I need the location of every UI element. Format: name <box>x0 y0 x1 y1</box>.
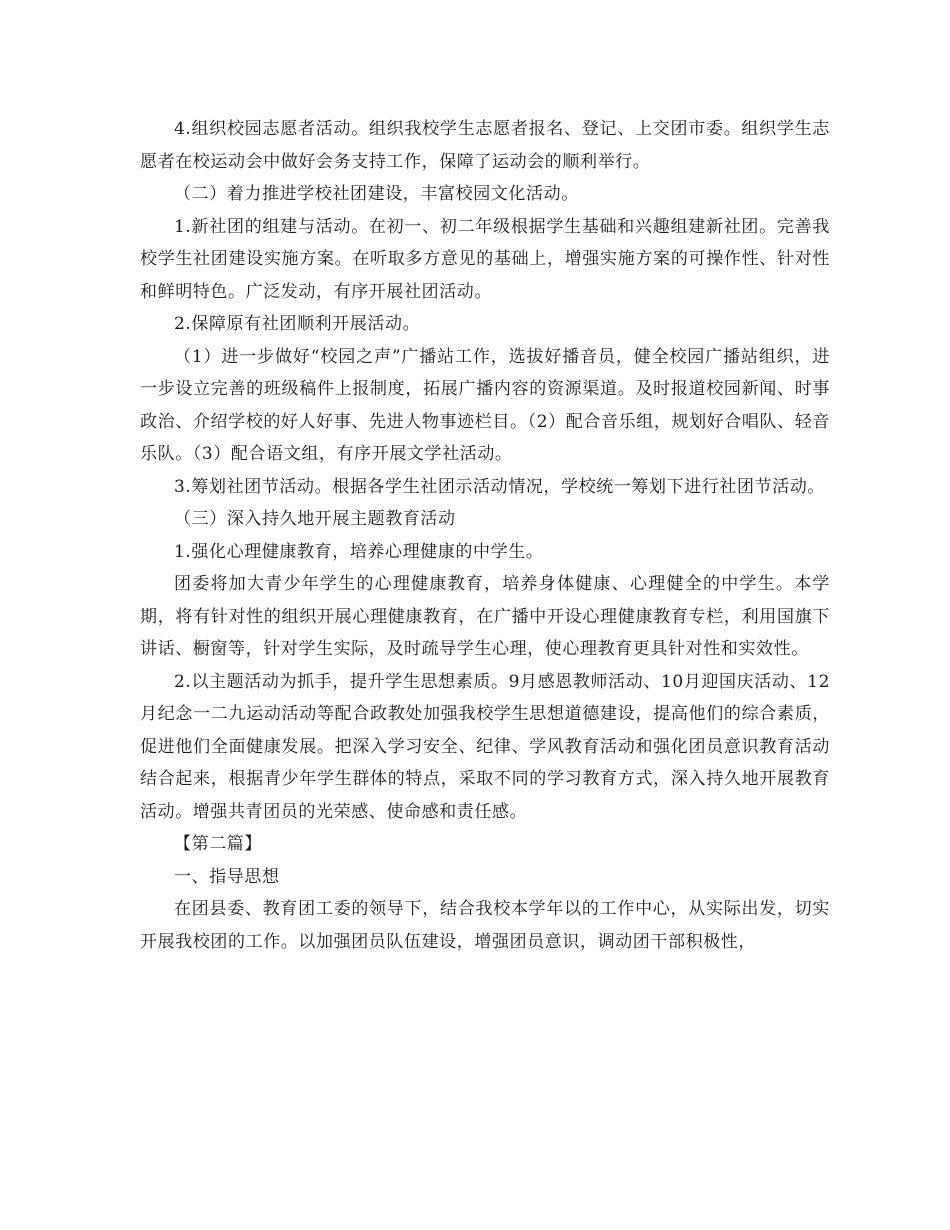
section-heading-theme-education: （三）深入持久地开展主题教育活动 <box>174 509 456 529</box>
paragraph-club-festival: 3.筹划社团节活动。根据各学生社团示活动情况，学校统一筹划下进行社团节活动。 <box>174 476 826 497</box>
paragraph-mental-health-body: 团委将加大青少年学生的心理健康教育，培养身体健康、心理健全的中学生。本学期，将有针对性的组织开展心理健康教育，在广播中开设心理健康教育专栏，利用国旗下讲话、橱窗等，针对学生实际，及时疏导学生心理，使心理教育更具针对性和实效性。 <box>140 574 830 659</box>
document-body <box>140 113 830 958</box>
section-heading-guiding-ideology: 一、指导思想 <box>174 866 280 887</box>
paragraph-volunteer-activity: 4.组织校园志愿者活动。组织我校学生志愿者报名、登记、上交团市委。组织学生志愿者在校运动会中做好会务支持工作，保障了运动会的顺利举行。 <box>140 119 830 172</box>
paragraph-broadcast-station: （1）进一步做好“校园之声”广播站工作，选拔好播音员，健全校园广播站组织，进一步设立完善的班级稿件上报制度，拓展广播内容的资源渠道。及时报道校园新闻、时事政治、介绍学校的好人好事、先进人物事迹栏目。（2）配合音乐组，规划好合唱队、轻音乐队。（3）配合语文组，有序开展文学社活动。 <box>140 346 830 464</box>
section-heading-part-two: 【第二篇】 <box>174 834 262 854</box>
paragraph-guiding-ideology: 在团县委、教育团工委的领导下，结合我校本学年以的工作中心，从实际出发，切实开展我校团的工作。以加强团员队伍建设，增强团员意识，调动团干部积极性， <box>140 899 830 952</box>
paragraph-mental-health-title: 1.强化心理健康教育，培养心理健康的中学生。 <box>174 541 544 562</box>
paragraph-existing-clubs: 2.保障原有社团顺利开展活动。 <box>174 314 421 334</box>
paragraph-theme-activities: 2.以主题活动为抓手，提升学生思想素质。9月感恩教师活动、10月迎国庆活动、12月纪念一二九运动活动等配合政教处加强我校学生思想道德建设，提高他们的综合素质，促进他们全面健康发展。把深入学习安全、纪律、学风教育活动和强化团员意识教育活动结合起来，根据青少年学生群体的特点，采取不同的学习教育方式，深入持久地开展教育活动。增强共青团员的光荣感、使命感和责任感。 <box>140 671 830 822</box>
paragraph-new-clubs: 1.新社团的组建与活动。在初一、初二年级根据学生基础和兴趣组建新社团。完善我校学生社团建设实施方案。在听取多方意见的基础上，增强实施方案的可操作性、针对性和鲜明特色。广泛发动，有序开展社团活动。 <box>140 216 830 302</box>
section-heading-clubs: （二）着力推进学校社团建设，丰富校园文化活动。 <box>174 184 579 204</box>
